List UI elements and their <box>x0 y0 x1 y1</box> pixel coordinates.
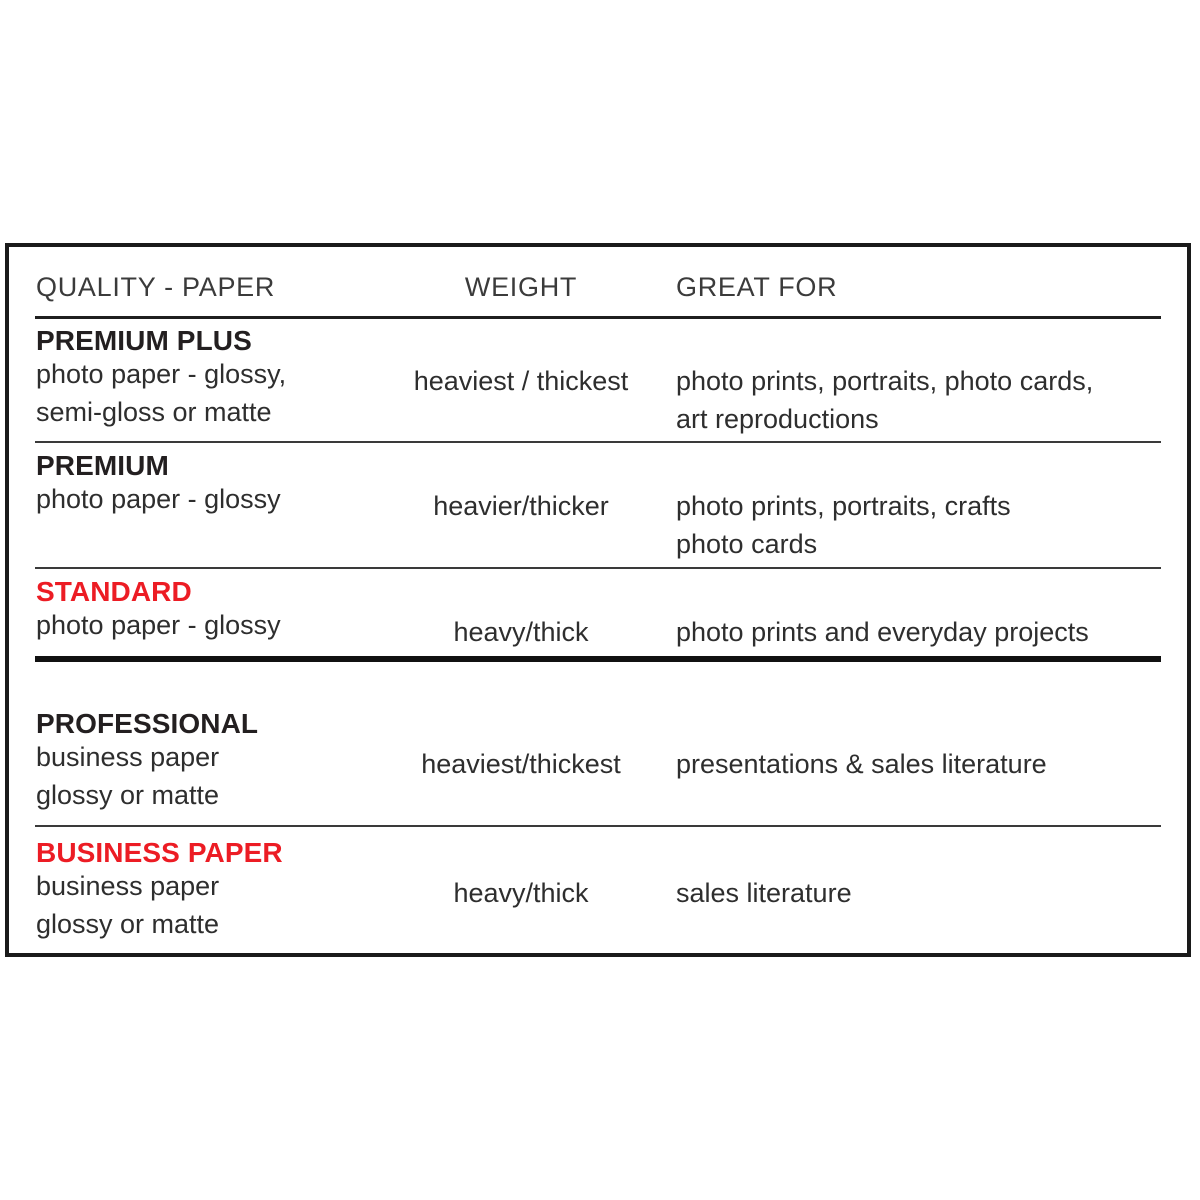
table-header-row <box>9 272 1187 316</box>
great-for-line: photo prints, portraits, photo cards, <box>676 366 1094 396</box>
column-header-great-for: GREAT FOR <box>676 272 838 302</box>
weight-value: heaviest/thickest <box>421 749 621 779</box>
cell-great-for <box>676 363 1166 439</box>
great-for-value <box>676 363 1166 439</box>
cell-weight <box>376 363 666 401</box>
column-header-weight: WEIGHT <box>464 272 578 302</box>
cell-weight <box>376 746 666 784</box>
great-for-value <box>676 488 1166 564</box>
product-description <box>36 481 376 519</box>
table-row <box>9 450 1187 565</box>
cell-quality <box>36 708 376 815</box>
cell-weight <box>376 875 666 913</box>
cell-great-for <box>676 488 1166 564</box>
product-description <box>36 739 376 815</box>
great-for-line: photo prints, portraits, crafts <box>676 491 1011 521</box>
product-description <box>36 868 376 944</box>
table-row <box>9 576 1187 654</box>
description-line: business paper <box>36 742 220 773</box>
rule-below-header <box>35 316 1161 319</box>
weight-value: heavy/thick <box>453 617 589 647</box>
great-for-value <box>676 746 1166 784</box>
weight-value: heavy/thick <box>453 878 589 908</box>
cell-great-for <box>676 746 1166 784</box>
great-for-line: photo prints and everyday projects <box>676 617 1089 647</box>
cell-quality <box>36 576 376 645</box>
cell-great-for <box>676 875 1166 913</box>
product-title: STANDARD <box>36 576 192 607</box>
rule-row-divider <box>35 567 1161 569</box>
description-line: photo paper - glossy <box>36 484 281 515</box>
cell-weight <box>376 614 666 652</box>
table-inner <box>9 247 1187 953</box>
rule-row-divider <box>35 441 1161 443</box>
description-line: semi-gloss or matte <box>36 397 272 428</box>
column-header-quality: QUALITY - PAPER <box>36 272 276 302</box>
cell-great-for <box>676 614 1166 652</box>
description-line: glossy or matte <box>36 780 220 811</box>
table-row <box>9 837 1187 952</box>
table-row <box>9 325 1187 440</box>
product-description <box>36 356 376 432</box>
great-for-value <box>676 614 1166 652</box>
product-title: BUSINESS PAPER <box>36 837 283 868</box>
cell-quality <box>36 837 376 944</box>
description-line: photo paper - glossy <box>36 610 281 641</box>
product-description <box>36 607 376 645</box>
great-for-line: presentations & sales literature <box>676 749 1047 779</box>
weight-value: heavier/thicker <box>433 491 609 521</box>
rule-group-separator <box>35 656 1161 662</box>
cell-quality <box>36 450 376 519</box>
cell-quality <box>36 325 376 432</box>
weight-value: heaviest / thickest <box>413 366 629 396</box>
description-line: photo paper - glossy, <box>36 359 287 390</box>
great-for-line: sales literature <box>676 878 852 908</box>
description-line: business paper <box>36 871 220 902</box>
great-for-value <box>676 875 1166 913</box>
rule-row-divider <box>35 825 1161 827</box>
great-for-line: photo cards <box>676 528 818 559</box>
cell-weight <box>376 488 666 526</box>
paper-comparison-table <box>5 243 1191 957</box>
table-row <box>9 708 1187 823</box>
product-title: PROFESSIONAL <box>36 708 259 739</box>
product-title: PREMIUM <box>36 450 169 481</box>
description-line: glossy or matte <box>36 909 220 940</box>
great-for-line: art reproductions <box>676 403 879 434</box>
product-title: PREMIUM PLUS <box>36 325 252 356</box>
